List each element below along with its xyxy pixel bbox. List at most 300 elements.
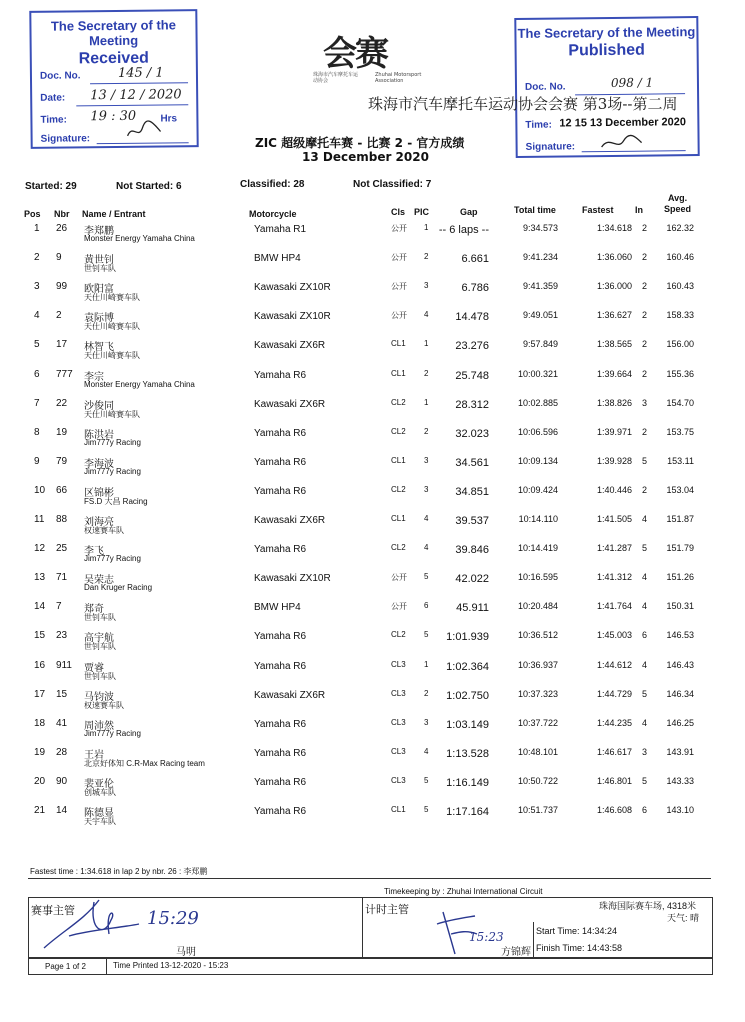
- row-in: 2: [642, 339, 648, 350]
- row-class: 公开: [391, 602, 407, 612]
- row-class: CL3: [391, 688, 406, 698]
- row-team: 世钊车队: [84, 642, 116, 652]
- row-in: 5: [642, 688, 648, 699]
- row-pos: 9: [34, 455, 40, 467]
- row-gap: 42.022: [455, 573, 489, 586]
- row-gap: 39.846: [455, 544, 489, 557]
- received-signature-label: Signature:: [40, 133, 91, 145]
- row-class: CL2: [391, 630, 406, 640]
- row-gap: 34.561: [455, 456, 489, 469]
- row-pic: 1: [424, 397, 429, 407]
- row-team: 创城车队: [84, 787, 116, 797]
- row-gap: 1:16.149: [446, 776, 489, 789]
- meeting-headline: 珠海市汽车摩托车运动协会会赛 第3场--第二周: [368, 95, 678, 113]
- col-speed: Speed: [664, 204, 692, 214]
- time-printed: Time Printed 13-12-2020 - 15:23: [113, 961, 229, 970]
- row-gap: 1:01.939: [446, 631, 489, 644]
- row-total-time: 9:41.359: [522, 281, 558, 292]
- col-in: In: [635, 205, 643, 215]
- row-gap: 14.478: [455, 311, 489, 324]
- row-pos: 7: [34, 397, 40, 409]
- table-row: [0, 715, 745, 744]
- received-stamp-title: The Secretary of the Meeting: [50, 17, 177, 49]
- table-row: [0, 249, 745, 278]
- row-team: FS.D 大昌 Racing: [84, 496, 148, 506]
- row-total-time: 10:48.101: [517, 746, 558, 757]
- row-name: 区锦彬: [84, 487, 114, 499]
- row-fastest: 1:41.287: [596, 543, 632, 554]
- col-gap: Gap: [460, 207, 478, 217]
- row-fastest: 1:44.612: [596, 659, 632, 670]
- row-speed: 153.11: [667, 455, 694, 466]
- row-in: 2: [642, 223, 648, 233]
- row-team: Dan Kruger Racing: [84, 583, 153, 593]
- row-pic: 3: [424, 484, 429, 494]
- row-total-time: 10:37.323: [517, 688, 558, 699]
- row-nbr: 19: [56, 426, 68, 438]
- table-row: [0, 773, 745, 802]
- row-nbr: 90: [56, 775, 68, 787]
- row-pos: 4: [34, 310, 40, 322]
- received-time-value: 19 : 30: [90, 108, 137, 125]
- row-pic: 4: [424, 543, 429, 553]
- col-fastest: Fastest: [582, 205, 614, 215]
- row-class: CL3: [391, 775, 406, 785]
- row-pic: 5: [424, 572, 429, 582]
- row-gap: 1:02.750: [446, 689, 489, 702]
- row-nbr: 777: [56, 368, 73, 380]
- row-nbr: 15: [56, 688, 68, 700]
- timing-director-label: 计时主管: [365, 904, 409, 916]
- row-fastest: 1:38.826: [596, 397, 632, 408]
- row-fastest: 1:46.608: [596, 805, 632, 815]
- table-row: [0, 366, 745, 395]
- row-name: 袁际博: [84, 313, 114, 325]
- row-team: Jim777y Racing: [84, 466, 141, 476]
- row-speed: 146.25: [666, 717, 694, 728]
- row-pic: 3: [424, 455, 429, 465]
- race-director-sign-time: 15:29: [147, 908, 199, 929]
- row-speed: 154.70: [666, 397, 694, 408]
- row-fastest: 1:44.729: [596, 688, 632, 699]
- published-stamp: [514, 16, 699, 158]
- row-motorcycle: Kawasaki ZX6R: [254, 515, 326, 526]
- row-total-time: 9:34.573: [522, 223, 558, 233]
- row-in: 2: [642, 368, 648, 379]
- table-row: [0, 657, 745, 686]
- row-motorcycle: Yamaha R6: [254, 776, 307, 788]
- row-pic: 2: [424, 252, 429, 262]
- row-in: 6: [642, 630, 648, 641]
- race-director-name: 马明: [176, 947, 196, 958]
- row-in: 4: [642, 717, 648, 728]
- row-total-time: 10:14.110: [518, 514, 558, 524]
- row-pos: 13: [34, 572, 46, 584]
- row-fastest: 1:41.764: [596, 601, 632, 612]
- row-nbr: 23: [56, 630, 68, 642]
- row-total-time: 10:16.595: [517, 572, 558, 583]
- count-classified: Classified: 28: [240, 179, 305, 190]
- row-team: 天仕川崎赛车队: [84, 322, 140, 332]
- published-doc-label: Doc. No.: [524, 81, 566, 93]
- row-class: CL2: [391, 426, 406, 436]
- row-name: 黄世钊: [84, 255, 114, 267]
- col-avg: Avg.: [668, 193, 688, 203]
- row-total-time: 10:37.722: [517, 717, 558, 728]
- table-row: [0, 482, 745, 511]
- row-total-time: 10:09.424: [517, 484, 558, 495]
- row-pos: 6: [34, 368, 40, 380]
- race-director-label: 赛事主管: [31, 905, 75, 917]
- row-class: CL1: [391, 805, 406, 814]
- timekeeping-note: Timekeeping by : Zhuhai International Circuit: [384, 887, 543, 896]
- row-team: 权速赛车队: [84, 700, 124, 710]
- row-class: 公开: [391, 253, 407, 263]
- row-pic: 2: [424, 688, 429, 698]
- row-class: CL1: [391, 455, 406, 465]
- row-motorcycle: Yamaha R6: [254, 806, 307, 817]
- row-total-time: 10:50.722: [517, 775, 558, 786]
- row-fastest: 1:46.617: [596, 746, 632, 757]
- venue: 珠海国际赛车场, 4318米: [599, 901, 697, 911]
- row-in: 2: [642, 310, 648, 321]
- row-motorcycle: Yamaha R6: [254, 427, 307, 439]
- row-class: CL1: [391, 368, 406, 378]
- row-nbr: 25: [56, 543, 68, 555]
- table-row: [0, 278, 745, 307]
- published-stamp-status: Published: [568, 41, 645, 60]
- row-speed: 155.36: [666, 368, 694, 379]
- row-gap: 25.748: [455, 369, 489, 382]
- row-nbr: 99: [56, 281, 68, 293]
- row-speed: 162.32: [666, 223, 694, 233]
- row-gap: 45.911: [456, 602, 489, 615]
- row-nbr: 26: [56, 223, 68, 234]
- row-in: 3: [642, 746, 648, 757]
- row-in: 2: [642, 426, 648, 437]
- row-fastest: 1:40.446: [596, 484, 632, 495]
- row-speed: 156.00: [666, 339, 694, 350]
- row-total-time: 10:00.321: [517, 368, 558, 379]
- row-name: 郑奇: [84, 604, 104, 616]
- row-name: 李宗: [84, 371, 104, 383]
- row-name: 刘海亮: [84, 517, 114, 528]
- row-motorcycle: Yamaha R6: [254, 631, 307, 643]
- row-speed: 160.46: [666, 252, 694, 263]
- row-in: 3: [642, 397, 648, 408]
- row-pos: 16: [34, 659, 46, 671]
- row-speed: 160.43: [666, 281, 694, 292]
- row-team: 天仕川崎赛车队: [84, 293, 140, 303]
- row-motorcycle: Kawasaki ZX10R: [254, 311, 331, 323]
- page-number: Page 1 of 2: [45, 962, 86, 971]
- logo-text-right: Zhuhai Motorsport Association: [375, 72, 422, 84]
- row-class: CL2: [391, 397, 406, 407]
- row-name: 周沛然: [84, 720, 114, 732]
- row-motorcycle: Kawasaki ZX10R: [254, 573, 331, 585]
- row-team: Monster Energy Yamaha China: [84, 379, 195, 389]
- row-fastest: 1:39.928: [596, 455, 632, 466]
- table-row: [0, 686, 745, 715]
- row-pos: 20: [34, 775, 46, 787]
- row-team: Monster Energy Yamaha China: [84, 234, 195, 243]
- row-in: 4: [642, 659, 648, 670]
- timing-director-name: 方锦辉: [501, 947, 531, 958]
- logo-mark: 会赛: [323, 34, 387, 74]
- row-fastest: 1:38.565: [596, 339, 632, 350]
- row-class: 公开: [391, 282, 407, 292]
- table-row: [0, 802, 745, 831]
- row-speed: 153.04: [666, 484, 694, 495]
- row-total-time: 10:09.134: [517, 455, 558, 466]
- row-gap: 6.661: [461, 253, 489, 266]
- col-name: Name / Entrant: [82, 209, 146, 219]
- row-motorcycle: Kawasaki ZX6R: [254, 340, 326, 352]
- received-stamp-status: Received: [78, 49, 149, 68]
- row-name: 吴荣志: [84, 575, 114, 587]
- row-pos: 2: [34, 252, 40, 264]
- row-pic: 3: [424, 281, 429, 291]
- row-class: 公开: [391, 573, 407, 583]
- row-fastest: 1:36.060: [596, 252, 632, 263]
- row-nbr: 17: [56, 339, 68, 351]
- row-class: CL3: [391, 717, 406, 727]
- row-nbr: 2: [56, 310, 62, 322]
- received-doc-value: 145 / 1: [117, 65, 164, 81]
- table-row: [0, 744, 745, 773]
- row-pic: 1: [424, 339, 429, 349]
- row-fastest: 1:39.664: [596, 368, 632, 379]
- row-motorcycle: Yamaha R6: [254, 660, 307, 672]
- row-motorcycle: Kawasaki ZX10R: [254, 282, 331, 294]
- row-in: 6: [642, 805, 648, 815]
- received-date-label: Date:: [40, 92, 66, 104]
- row-speed: 143.33: [666, 775, 694, 786]
- col-pos: Pos: [24, 209, 41, 219]
- row-class: CL3: [391, 659, 406, 669]
- table-row: [0, 569, 745, 598]
- row-motorcycle: Yamaha R6: [254, 485, 307, 497]
- row-team: 世钊车队: [84, 264, 116, 274]
- col-total: Total time: [514, 205, 556, 215]
- row-team: Jim777y Racing: [84, 728, 141, 738]
- row-nbr: 66: [56, 484, 68, 496]
- row-nbr: 88: [56, 514, 68, 525]
- count-started: Started: 29: [25, 181, 77, 192]
- row-pos: 1: [34, 223, 40, 234]
- table-row: [0, 453, 745, 482]
- row-in: 5: [642, 543, 648, 554]
- received-signature-scribble: [124, 117, 164, 141]
- row-team: 天宇车队: [84, 817, 116, 826]
- row-name: 林智飞: [84, 342, 114, 354]
- received-stamp: [29, 9, 198, 149]
- row-pic: 2: [424, 426, 429, 436]
- count-not-classified: Not Classified: 7: [353, 179, 432, 190]
- start-time: Start Time: 14:34:24: [536, 926, 618, 936]
- row-gap: 23.276: [455, 340, 489, 353]
- row-fastest: 1:41.505: [596, 514, 632, 524]
- col-pic: PIC: [414, 207, 430, 217]
- count-not-started: Not Started: 6: [116, 181, 182, 192]
- received-doc-label: Doc. No.: [39, 70, 81, 82]
- row-fastest: 1:36.000: [596, 281, 632, 292]
- row-gap: 32.023: [455, 427, 489, 440]
- fastest-time-note: Fastest time : 1:34.618 in lap 2 by nbr. 26 : 李郑鹏: [30, 867, 208, 876]
- row-in: 4: [642, 601, 648, 612]
- row-motorcycle: BMW HP4: [254, 253, 301, 265]
- published-signature-label: Signature:: [525, 141, 576, 153]
- row-class: CL3: [391, 746, 406, 756]
- row-team: 世钊车队: [84, 613, 116, 623]
- row-motorcycle: Yamaha R1: [254, 224, 307, 235]
- table-row: [0, 220, 745, 249]
- association-logo: [313, 22, 433, 94]
- row-pic: 2: [424, 368, 429, 378]
- table-row: [0, 395, 745, 424]
- signature-box: [28, 897, 713, 959]
- row-class: CL2: [391, 484, 406, 494]
- row-pos: 10: [34, 484, 46, 496]
- table-row: [0, 627, 745, 656]
- row-nbr: 79: [56, 455, 68, 467]
- row-motorcycle: Yamaha R6: [254, 747, 307, 759]
- row-nbr: 911: [56, 659, 72, 671]
- row-total-time: 10:06.596: [517, 426, 558, 437]
- table-row: [0, 540, 745, 569]
- row-pos: 17: [34, 688, 46, 700]
- race-date: 13 December 2020: [302, 150, 429, 164]
- row-total-time: 10:51.737: [517, 805, 558, 815]
- finish-time: Finish Time: 14:43:58: [536, 943, 623, 953]
- row-in: 2: [642, 484, 648, 495]
- row-total-time: 9:57.849: [522, 339, 558, 350]
- row-gap: 1:03.149: [446, 718, 489, 731]
- row-pos: 21: [34, 805, 46, 816]
- timing-director-sign-time: 15:23: [469, 930, 504, 944]
- row-pos: 18: [34, 717, 46, 729]
- row-name: 王岩: [84, 749, 104, 761]
- row-speed: 151.87: [666, 514, 694, 524]
- row-speed: 151.26: [666, 572, 694, 583]
- row-motorcycle: BMW HP4: [254, 602, 301, 614]
- row-name: 陈德显: [84, 808, 114, 819]
- row-total-time: 10:36.937: [517, 659, 558, 670]
- table-row: [0, 598, 745, 627]
- row-team: Jim777y Racing: [84, 554, 141, 564]
- row-fastest: 1:39.971: [596, 426, 632, 437]
- row-nbr: 71: [56, 572, 68, 584]
- row-name: 陈洪岩: [84, 429, 114, 441]
- published-stamp-title: The Secretary of the Meeting: [517, 24, 696, 41]
- row-fastest: 1:45.003: [596, 630, 632, 641]
- row-class: CL2: [391, 543, 406, 553]
- row-gap: 1:13.528: [446, 747, 489, 760]
- col-cls: Cls: [391, 207, 406, 217]
- row-team: 天仕川崎赛车队: [84, 351, 140, 361]
- row-gap: 28.312: [455, 398, 489, 411]
- row-name: 李郑鹏: [84, 226, 114, 237]
- row-nbr: 7: [56, 601, 62, 613]
- row-class: CL1: [391, 514, 406, 523]
- table-row: [0, 511, 745, 540]
- row-speed: 150.31: [666, 601, 694, 612]
- row-pos: 15: [34, 630, 46, 642]
- row-name: 欧阳富: [84, 284, 114, 296]
- row-total-time: 10:20.484: [517, 601, 558, 612]
- row-pos: 3: [34, 281, 40, 293]
- race-director-signature: [39, 890, 149, 956]
- row-total-time: 10:36.512: [517, 630, 558, 641]
- row-pic: 3: [424, 717, 429, 727]
- row-motorcycle: Yamaha R6: [254, 718, 307, 730]
- row-name: 沙俊同: [84, 400, 114, 412]
- row-gap: -- 6 laps --: [438, 224, 489, 236]
- page-info-box: [28, 957, 713, 975]
- row-team: 天仕川崎赛车队: [84, 409, 140, 419]
- row-speed: 158.33: [666, 310, 694, 321]
- row-name: 高宇航: [84, 633, 114, 645]
- row-pic: 1: [424, 659, 429, 669]
- published-time-value: 12 15 13 December 2020: [559, 116, 687, 130]
- row-nbr: 41: [56, 717, 68, 729]
- row-motorcycle: Yamaha R6: [254, 456, 307, 468]
- row-speed: 143.10: [666, 805, 694, 815]
- row-motorcycle: Yamaha R6: [254, 369, 307, 381]
- row-speed: 146.34: [666, 688, 694, 699]
- row-total-time: 10:14.419: [517, 543, 558, 554]
- row-total-time: 9:49.051: [522, 310, 558, 321]
- row-in: 4: [642, 514, 648, 524]
- received-time-label: Time:: [40, 114, 67, 126]
- row-pic: 5: [424, 775, 429, 785]
- row-motorcycle: Yamaha R6: [254, 544, 307, 556]
- received-date-value: 13 / 12 / 2020: [90, 87, 182, 104]
- row-pic: 5: [424, 630, 429, 640]
- published-doc-value: 098 / 1: [610, 75, 654, 90]
- row-in: 5: [642, 775, 648, 786]
- row-fastest: 1:46.801: [596, 775, 632, 786]
- row-fastest: 1:41.312: [596, 572, 632, 583]
- row-pic: 5: [424, 805, 429, 814]
- row-total-time: 9:41.234: [522, 252, 558, 263]
- row-gap: 6.786: [461, 282, 489, 295]
- row-nbr: 14: [56, 805, 68, 816]
- race-title: ZIC 超级摩托车赛 - 比赛 2 - 官方成绩: [255, 136, 465, 150]
- row-name: 贾睿: [84, 662, 104, 674]
- row-nbr: 22: [56, 397, 68, 409]
- row-pos: 12: [34, 543, 46, 555]
- row-class: 公开: [391, 311, 407, 321]
- row-name: 李飞: [84, 546, 104, 558]
- weather: 天气: 晴: [667, 913, 700, 923]
- row-name: 李海波: [84, 458, 114, 470]
- row-speed: 146.43: [666, 659, 694, 670]
- row-speed: 153.75: [666, 426, 694, 437]
- row-in: 2: [642, 281, 648, 292]
- row-pos: 14: [34, 601, 46, 613]
- row-team: 北京好体知 C.R-Max Racing team: [84, 758, 205, 768]
- table-row: [0, 336, 745, 365]
- row-pos: 11: [34, 514, 45, 525]
- row-in: 4: [642, 572, 648, 583]
- row-class: CL1: [391, 339, 406, 349]
- table-row: [0, 307, 745, 336]
- row-pos: 5: [34, 339, 40, 351]
- row-pos: 8: [34, 426, 40, 438]
- row-fastest: 1:36.627: [596, 310, 632, 321]
- received-hrs: Hrs: [160, 113, 178, 125]
